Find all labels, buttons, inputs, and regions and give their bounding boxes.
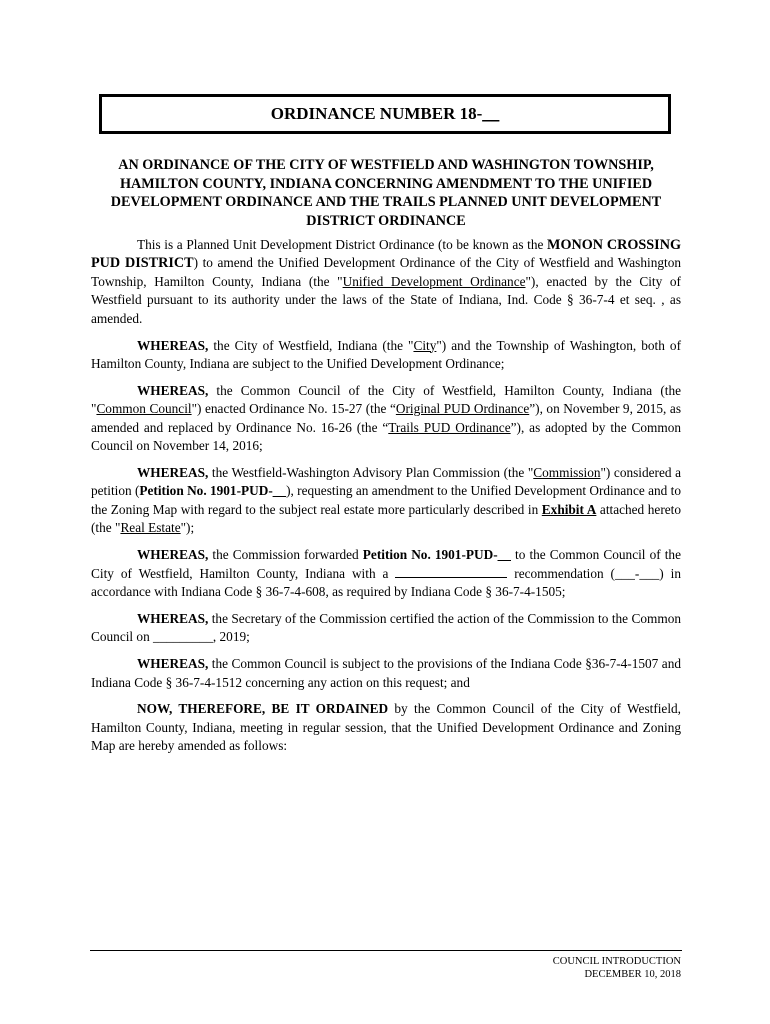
ordinance-title-box	[99, 94, 671, 134]
text: the Common Council of the City of Westfield, Hamilton County, Indiana (the "	[91, 382, 681, 417]
footer-line-2: DECEMBER 10, 2018	[584, 969, 681, 980]
whereas-label: WHEREAS,	[137, 464, 209, 480]
footer	[553, 955, 681, 981]
text: ”), as adopted by the Common Council on November 14, 2016;	[91, 419, 681, 454]
district-name: MONON CROSSING PUD DISTRICT	[91, 237, 681, 272]
whereas-label: WHEREAS,	[137, 656, 209, 672]
petition-number: Petition No. 1901-PUD-	[362, 547, 498, 563]
text: ");	[180, 520, 195, 536]
petition-number: Petition No. 1901-PUD-	[139, 483, 273, 499]
udo-term: Unified Development Ordinance	[342, 273, 526, 289]
ordinance-number-blank: __	[482, 104, 500, 123]
ordinance-body	[91, 236, 681, 764]
city-term: City	[413, 337, 437, 353]
paragraph-whereas-council	[91, 382, 681, 456]
whereas-label: WHEREAS,	[137, 547, 209, 563]
text: "), enacted by the City of Westfield pursuant to its authority under the laws of the State of Indiana, Ind. Code § 36-7-4 et seq. , as amended.	[91, 273, 681, 326]
original-pud-term: Original PUD Ordinance	[395, 401, 530, 417]
text: the Common Council is subject to the provisions of the Indiana Code §36-7-4-1507 and Indiana Code § 36-7-4-1512 concerning any action on this request; and	[91, 656, 681, 690]
paragraph-whereas-commission	[91, 464, 681, 538]
paragraph-whereas-provisions	[91, 655, 681, 692]
now-therefore-label: NOW, THEREFORE, BE IT ORDAINED	[137, 701, 389, 717]
council-term: Common Council	[96, 401, 192, 417]
trails-pud-term: Trails PUD Ordinance	[388, 419, 511, 435]
text: ") enacted Ordinance No. 15-27 (the “	[191, 401, 396, 417]
text: This is a Planned Unit Development District Ordinance (to be known as the	[137, 237, 548, 252]
footer-line-1: COUNCIL INTRODUCTION	[552, 956, 681, 967]
whereas-label: WHEREAS,	[137, 610, 209, 626]
text: recommendation (___-___) in accordance with Indiana Code § 36-7-4-608, as required by Indiana Code § 36-7-4-1505;	[91, 565, 682, 599]
paragraph-intro	[91, 236, 681, 328]
text: attached hereto (the "	[91, 501, 681, 536]
petition-blank: __	[497, 547, 511, 563]
text: the Secretary of the Commission certified the action of the Commission to the Common Council on _________, 2019;	[91, 610, 681, 645]
real-estate-term: Real Estate	[120, 520, 181, 536]
paragraph-whereas-secretary	[91, 610, 681, 647]
commission-term: Commission	[533, 464, 601, 480]
text: the City of Westfield, Indiana (the "	[208, 337, 414, 353]
paragraph-whereas-forwarded	[91, 546, 681, 601]
petition-blank: __	[272, 483, 287, 499]
text: ), requesting an amendment to the Unified Development Ordinance and to the Zoning Map with regard to the subject real estate more particularly described in	[91, 483, 681, 517]
text: the Commission forwarded	[208, 547, 363, 563]
ordinance-heading: AN ORDINANCE OF THE CITY OF WESTFIELD AND WASHINGTON TOWNSHIP, HAMILTON COUNTY, INDIANA CONCERNING AMENDMENT TO THE UNIFIED DEVELOPMENT ORDINANCE AND THE TRAILS PLANNED UNIT DEVELOPMENT DISTRICT ORDINANCE	[110, 157, 662, 229]
text: ") and the Township of Washington, both of Hamilton County, Indiana are subject to the Unified Development Ordinance;	[91, 337, 681, 371]
whereas-label: WHEREAS,	[137, 337, 209, 353]
text: to the Common Council of the City of Westfield, Hamilton County, Indiana with a	[91, 547, 681, 581]
exhibit-a-term: Exhibit A	[541, 501, 597, 517]
footer-divider	[90, 950, 682, 951]
text: by the Common Council of the City of Westfield, Hamilton County, Indiana, meeting in regular session, that the Unified Development Ordinance and Zoning Map are hereby amended as follows:	[91, 701, 682, 754]
text: ”), on November 9, 2015, as amended and replaced by Ordinance No. 16-26 (the “	[91, 401, 681, 435]
ordinance-title: ORDINANCE NUMBER 18-	[270, 104, 483, 123]
text: ) to amend the Unified Development Ordinance of the City of Westfield and Washington Township, Hamilton County, Indiana (the "	[91, 255, 681, 289]
text: the Westfield-Washington Advisory Plan Commission (the "	[208, 464, 534, 480]
whereas-label: WHEREAS,	[137, 382, 209, 398]
paragraph-now-therefore	[91, 700, 681, 755]
text: ") considered a petition (	[91, 464, 681, 499]
paragraph-whereas-city	[91, 337, 681, 374]
recommendation-blank-line	[395, 565, 507, 578]
